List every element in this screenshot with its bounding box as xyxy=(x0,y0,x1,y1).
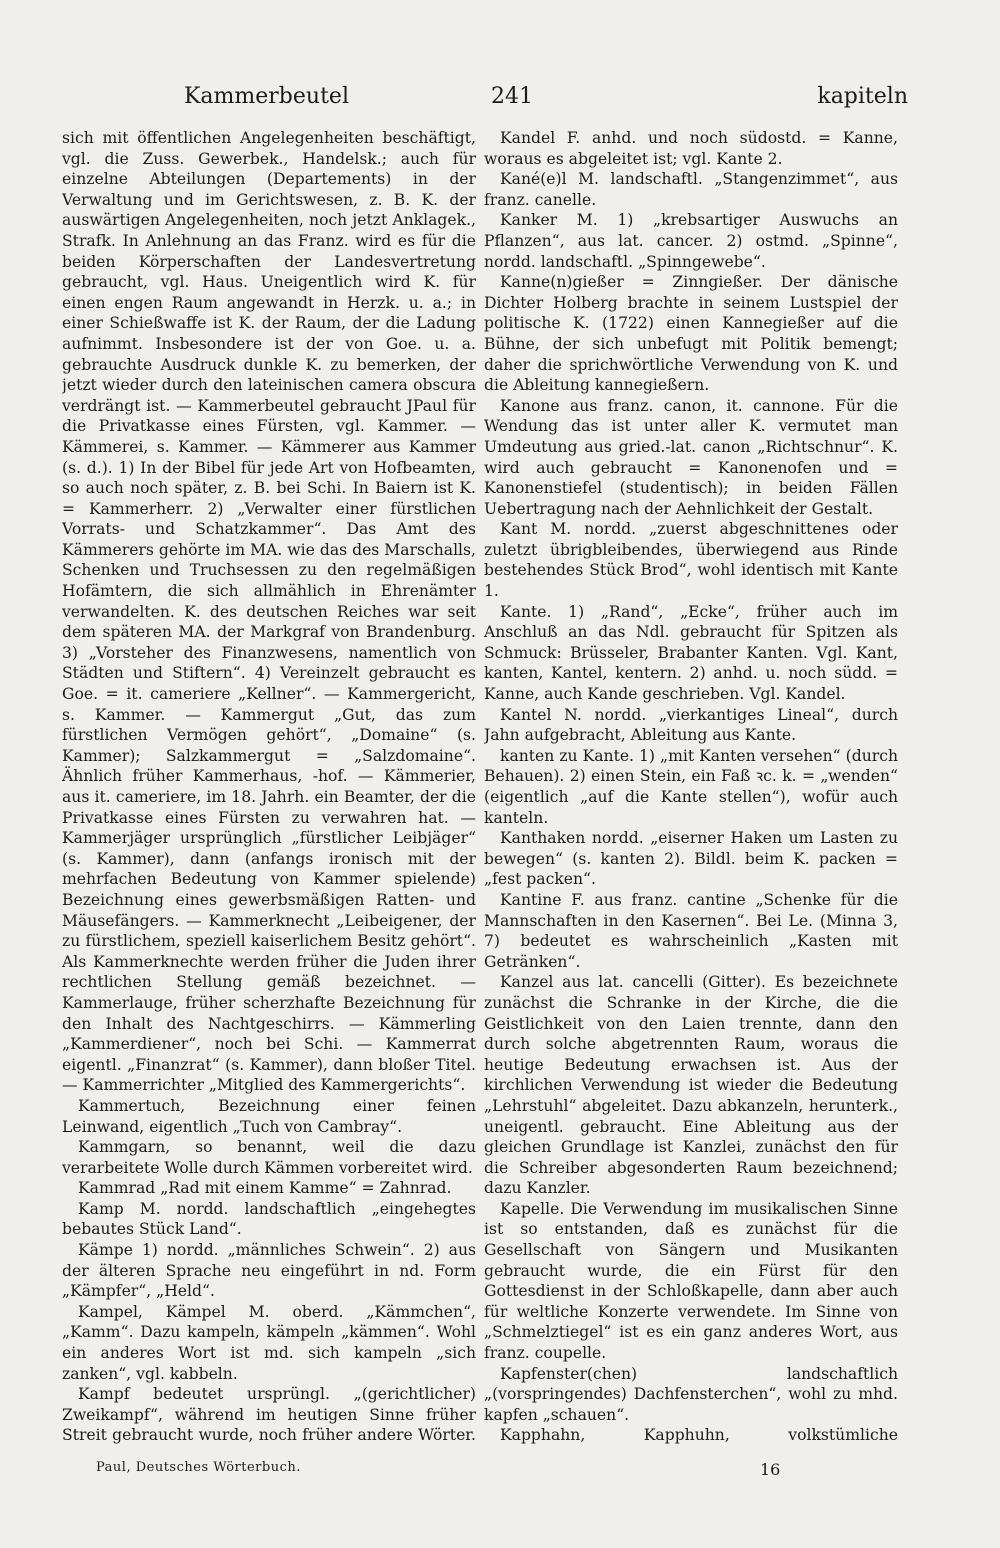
entry: sich mit öffentlichen Angelegenheiten beschäftigt, vgl. die Zuss. Gewerbek., Handelsk.; auch für einzelne Abteilungen (Departements) in der Verwaltung und im Gerichtswesen, z. B. K. der auswärtigen Angelegenheiten, noch jetzt Anklagek., Strafk. In Anlehnung an das Franz. wird es für die beiden Körperschaften der Landesvertretung gebraucht, vgl. Haus. Uneigentlich wird K. für einen engen Raum angewandt in Herzk. u. a.; in einer Schießwaffe ist K. der Raum, der die Ladung aufnimmt. Insbesondere ist der von Goe. u. a. gebrauchte Ausdruck dunkle K. zu bemerken, der jetzt wieder durch den lateinischen camera obscura verdrängt ist. — Kammerbeutel gebraucht JPaul für die Privatkasse eines Fürsten, vgl. Kammer. — Kämmerei, s. Kammer. — Kämmerer aus Kammer (s. d.). 1) In der Bibel für jede Art von Hofbeamten, so auch noch später, z. B. bei Schi. In Baiern ist K. = Kammerherr. 2) „Verwalter einer fürstlichen Vorrats- und Schatzkammer“. Das Amt des Kämmerers gehörte im MA. wie das des Marschalls, Schenken und Truchsessen zu den regelmäßigen Hofämtern, die sich allmählich in Ehrenämter verwandelten. K. des deutschen Reiches war seit dem späteren MA. der Markgraf von Brandenburg. 3) „Vorsteher des Finanzwesens, namentlich von Städten und Stiftern“. 4) Vereinzelt gebraucht es Goe. = it. cameriere „Kellner“. — Kammergericht, s. Kammer. — Kammergut „Gut, das zum fürstlichen Vermögen gehört“, „Domaine“ (s. Kammer); Salzkammergut = „Salzdomaine“. Ähnlich früher Kammerhaus, -hof. — Kämmerier, aus it. cameriere, im 18. Jahrh. ein Beamter, der die Privatkasse eines Fürsten zu verwahren hat. — Kammerjäger ursprünglich „fürstlicher Leibjäger“ (s. Kammer), dann (anfangs ironisch mit der mehrfachen Bedeutung von Kammer spielende) Bezeichnung eines gewerbsmäßigen Ratten- und Mäusefängers. — Kammerknecht „Leibeigener, der zu fürstlichem, speziell kaiserlichem Besitz gehört“. Als Kammerknechte werden früher die Juden ihrer rechtlichen Stellung gemäß bezeichnet. — Kammerlauge, früher scherzhafte Bezeichnung für den Inhalt des Nachtgeschirrs. — Kämmerling „Kammerdiener“, noch bei Schi. — Kammerrat eigentl. „Finanzrat“ (s. Kammer), dann bloßer Titel. — Kammerrichter „Mitglied des Kammergerichts“. xyxy=(62,129,476,1095)
entry: Kanthaken nordd. „eiserner Haken um Lasten zu bewegen“ (s. kanten 2). Bildl. beim K. packen = „fest packen“. xyxy=(484,829,898,889)
entry: Kant M. nordd. „zuerst abgeschnittenes oder zuletzt übrigbleibendes, überwiegend aus Rinde bestehendes Stück Brod“, wohl identisch mit Kante 1. xyxy=(484,520,898,601)
entry: Kampel, Kämpel M. oberd. „Kämmchen“, „Kamm“. Dazu kampeln, kämpeln „kämmen“. Wohl ein anderes Wort ist md. sich kampeln „sich zanken“, vgl. kabbeln. xyxy=(62,1302,476,1383)
entry: Kante. 1) „Rand“, „Ecke“, früher auch im Anschluß an das Ndl. gebraucht für Spitzen als Schmuck: Brüsseler, Brabanter Kanten. Vgl. Kant, kanten, Kantel, kentern. 2) anhd. u. noch südd. = Kanne, auch Kande geschrieben. Vgl. Kandel. xyxy=(484,602,898,704)
entry: Kämpe 1) nordd. „männliches Schwein“. 2) aus der älteren Sprache neu eingeführt in nd. Form „Kämpfer“, „Held“. xyxy=(62,1241,476,1301)
entry: Kantine F. aus franz. cantine „Schenke für die Mannschaften in den Kasernen“. Bei Le. (Minna 3, 7) bedeutet es wahrscheinlich „Kasten mit Getränken“. xyxy=(484,890,898,971)
entry: Kantel N. nordd. „vierkantiges Lineal“, durch Jahn aufgebracht, Ableitung aus Kante. xyxy=(484,705,898,745)
entry: Kammgarn, so benannt, weil die dazu verarbeitete Wolle durch Kämmen vorbereitet wird. xyxy=(62,1138,476,1177)
running-head xyxy=(62,84,938,116)
entry: Kammertuch, Bezeichnung einer feinen Leinwand, eigentlich „Tuch von Cambray“. xyxy=(62,1096,476,1136)
entry: Kammrad „Rad mit einem Kamme“ = Zahnrad. xyxy=(78,1179,452,1198)
left-column xyxy=(62,128,476,1448)
entry: Kampf bedeutet ursprüngl. „(gerichtlicher) Zweikampf“, während im heutigen Sinne früher Streit gebraucht wurde, noch früher andere Wörter. xyxy=(62,1385,476,1445)
entry: Kanker M. 1) „krebsartiger Auswuchs an Pflanzen“, aus lat. cancer. 2) ostmd. „Spinne“, nordd. landschaftl. „Spinngewebe“. xyxy=(484,211,898,271)
entry: Kanone aus franz. canon, it. cannone. Für die Wendung das ist unter aller K. vermutet man Umdeutung aus gried.-lat. canon „Richtschnur“. K. wird auch gebraucht = Kanonenofen und = Kanonenstiefel (studentisch); in beiden Fällen Uebertragung nach der Aehnlichkeit der Gestalt. xyxy=(484,396,898,518)
entry: Kandel F. anhd. und noch südostd. = Kanne, woraus es abgeleitet ist; vgl. Kante 2. xyxy=(484,129,898,168)
entry: Kapfenster(chen) landschaftlich „(vorspringendes) Dachfensterchen“, wohl zu mhd. kapfen „schauen“. xyxy=(484,1364,898,1424)
header-catchword-right: kapiteln xyxy=(817,84,908,109)
page-number: 241 xyxy=(491,84,533,109)
signature-mark: 16 xyxy=(760,1460,781,1479)
entry: Kanzel aus lat. cancelli (Gitter). Es bezeichnete zunächst die Schranke in der Kirche, die die Geistlichkeit von den Laien trennte, dann den durch solche abgetrennten Raum, woraus die heutige Bedeutung erwachsen ist. Aus der kirchlichen Verwendung ist wieder die Bedeutung „Lehrstuhl“ abgeleitet. Dazu abkanzeln, herunterk., uneigentl. gebraucht. Eine Ableitung aus der gleichen Grundlage ist Kanzlei, zunächst den für die Schreiber abgesonderten Raum bezeichnend; dazu Kanzler. xyxy=(484,973,898,1198)
entry: Kapphahn, Kapphuhn, volkstümliche xyxy=(500,1426,898,1445)
entry: Kané(e)l M. landschaftl. „Stangenzimmet“, aus franz. canelle. xyxy=(484,170,898,209)
entry: Kamp M. nordd. landschaftlich „eingehegtes bebautes Stück Land“. xyxy=(62,1199,476,1239)
entry: Kanne(n)gießer = Zinngießer. Der dänische Dichter Holberg brachte in seinem Lustspiel der politische K. (1722) einen Kannegießer auf die Bühne, der sich unbefugt mit Politik bemengt; daher die sprichwörtliche Verwendung von K. und die Ableitung kannegießern. xyxy=(484,273,898,395)
imprint-line: Paul, Deutsches Wörterbuch. xyxy=(96,1460,301,1475)
entry: Kapelle. Die Verwendung im musikalischen Sinne ist so entstanden, daß es zunächst für die Gesellschaft von Sängern und Musikanten gebraucht wurde, die ein Fürst für den Gottesdienst in der Schloßkapelle, dann aber auch für weltliche Konzerte verwendete. Im Sinne von „Schmelztiegel“ ist es ein ganz anderes Wort, aus franz. coupelle. xyxy=(484,1199,898,1363)
entry: kanten zu Kante. 1) „mit Kanten versehen“ (durch Behauen). 2) einen Stein, ein Faß ꝛc. k. = „wenden“ (eigentlich „auf die Kante stellen“), wofür auch kanteln. xyxy=(484,746,898,827)
right-column xyxy=(484,128,898,1448)
header-catchword-left: Kammerbeutel xyxy=(184,84,349,109)
